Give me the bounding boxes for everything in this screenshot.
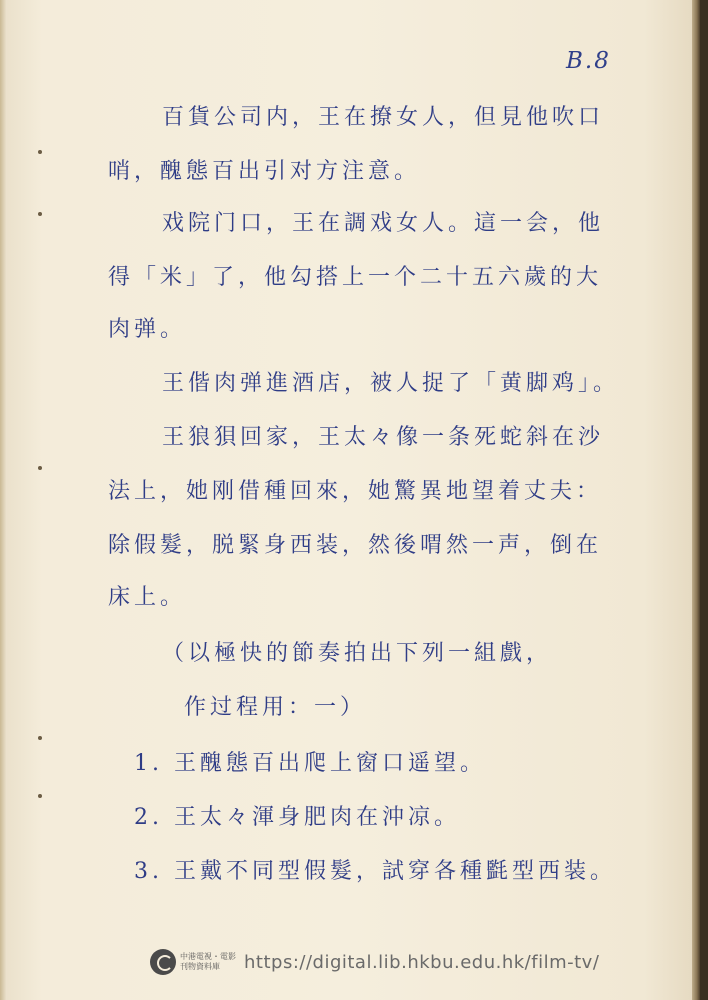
page-edge xyxy=(692,0,700,1000)
script-line: 戏院门口，王在調戏女人。這一会，他 xyxy=(162,211,605,236)
script-line: 床上。 xyxy=(108,585,187,610)
binding-hole xyxy=(38,466,42,470)
script-line: 得「米」了，他勾搭上一个二十五六歲的大 xyxy=(108,265,603,290)
library-watermark xyxy=(150,944,599,980)
watermark-url: https://digital.lib.hkbu.edu.hk/film-tv/ xyxy=(244,951,600,973)
script-line: 肉弹。 xyxy=(108,317,187,342)
watermark-org-line1: 中港電視・電影 xyxy=(180,952,236,961)
binding-hole xyxy=(38,212,42,216)
script-line: 哨，醜態百出引对方注意。 xyxy=(108,159,421,184)
binding-hole xyxy=(38,150,42,154)
binding-hole xyxy=(38,794,42,798)
shot-list-item: 2. 王太々渾身肥肉在沖凉。 xyxy=(134,805,460,830)
binding-hole xyxy=(38,736,42,740)
shot-list-item: 3. 王戴不同型假髮，試穿各種㲯型西装。 xyxy=(134,859,616,884)
script-line: 法上，她刚借種回來，她驚異地望着丈夫： xyxy=(108,479,603,504)
script-line: 王狼狽回家，王太々像一条死蛇斜在沙 xyxy=(162,425,605,450)
script-line: 百貨公司内，王在撩女人，但見他吹口 xyxy=(162,105,605,130)
script-line: 除假髮，脱緊身西装，然後喟然一声，倒在 xyxy=(108,533,603,558)
watermark-org xyxy=(180,952,236,972)
stage-direction: （以極快的節奏拍出下列一組戲， xyxy=(162,641,553,666)
shot-list-item: 1. 王醜態百出爬上窗口遥望。 xyxy=(134,751,486,776)
stage-direction: 作过程用：一） xyxy=(184,695,367,720)
page-number: B.8 xyxy=(566,48,611,74)
hkbu-library-logo-icon xyxy=(150,949,176,975)
binding-fold xyxy=(0,0,6,1000)
script-line: 王偕肉弹進酒店，被人捉了「黄脚鸡」。 xyxy=(162,371,620,396)
watermark-org-line2: 刊物資料庫 xyxy=(180,962,220,971)
